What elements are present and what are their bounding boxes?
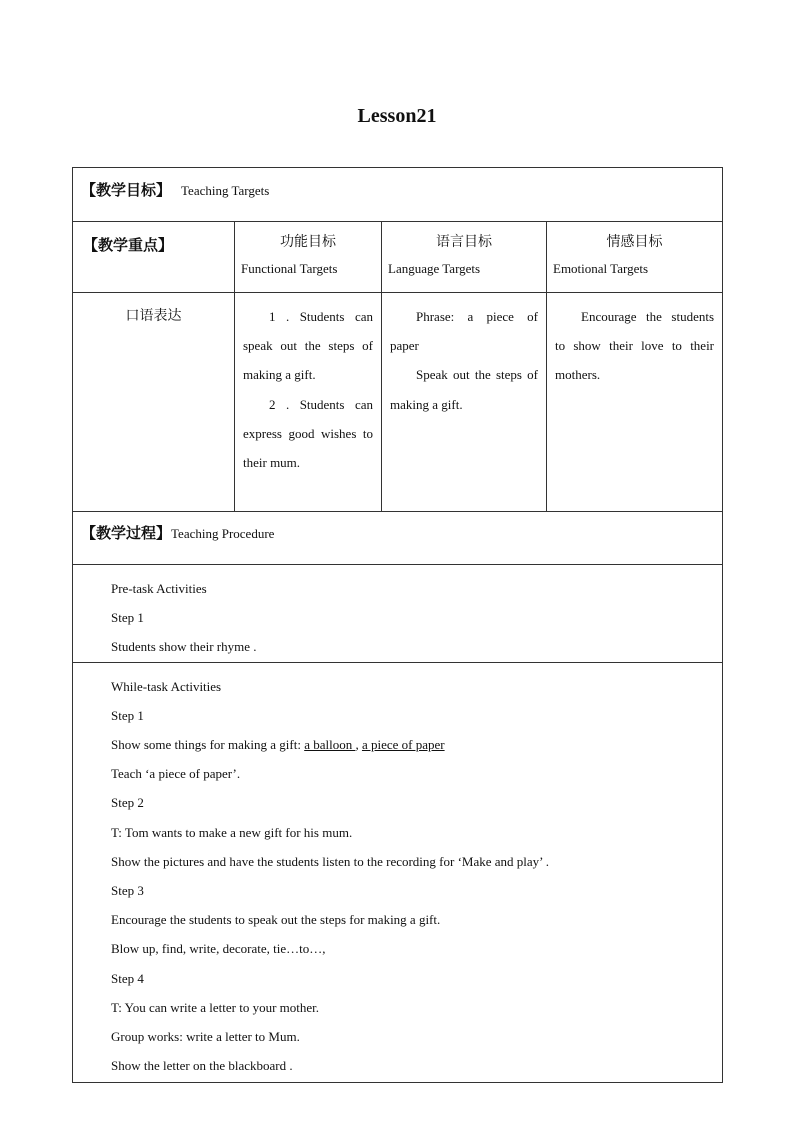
- language-target-1: Phrase: a piece of paper: [390, 309, 538, 354]
- pre-task-heading: Pre-task Activities: [111, 581, 207, 596]
- emotional-target-1: Encourage the students to show their love to their mothers.: [555, 309, 715, 383]
- language-targets-header: [382, 222, 547, 293]
- pre-task-line: Students show their rhyme .: [111, 639, 257, 655]
- functional-targets-header: [235, 222, 382, 293]
- emotional-targets-en: Emotional Targets: [553, 261, 649, 276]
- targets-label: 【教学目标】: [81, 181, 172, 199]
- key-points-row: [73, 222, 723, 293]
- procedure-row: [73, 512, 723, 565]
- encourage-line: Encourage the students to speak out the steps for making a gift.: [111, 912, 441, 928]
- blackboard-line: Show the letter on the blackboard .: [111, 1058, 293, 1074]
- tom-line: T: Tom wants to make a new gift for his mum.: [111, 824, 353, 840]
- while-task-row: [73, 662, 723, 1082]
- while-task-heading: While-task Activities: [111, 678, 222, 694]
- while-step-4: Step 4: [111, 970, 144, 986]
- key-points-label-cell: [73, 222, 235, 293]
- verbs-line: Blow up, find, write, decorate, tie…to…,: [111, 941, 326, 957]
- while-task-cell: [73, 662, 723, 1082]
- emotional-targets-content: [547, 293, 723, 512]
- functional-target-2: 2 . Students can express good wishes to their mum.: [243, 396, 373, 471]
- language-target-2: Speak out the steps of making a gift.: [390, 367, 538, 412]
- oral-expression-label: 口语表达: [125, 308, 182, 324]
- procedure-cell: [73, 512, 723, 565]
- targets-row: [73, 168, 723, 222]
- letter-line: T: You can write a letter to your mother.: [111, 999, 320, 1015]
- functional-targets-cn: 功能目标: [280, 234, 336, 250]
- key-points-label: 【教学重点】: [83, 236, 174, 254]
- oral-expression-label-cell: [73, 293, 235, 512]
- teach-line: Teach ‘a piece of paper’.: [111, 766, 241, 782]
- while-step-2: Step 2: [111, 795, 144, 811]
- show-things-prefix: Show some things for making a gift:: [111, 737, 305, 753]
- emotional-targets-header: [547, 222, 723, 293]
- page-title: Lesson21: [357, 105, 437, 127]
- group-work-line: Group works: write a letter to Mum.: [111, 1029, 300, 1045]
- functional-target-1: 1 . Students can speak out the steps of making a gift.: [243, 309, 373, 383]
- pictures-line: Show the pictures and have the students listen to the recording for ‘Make and play’ .: [111, 853, 550, 869]
- while-step-3: Step 3: [111, 883, 144, 899]
- language-targets-en: Language Targets: [388, 261, 481, 276]
- oral-expression-row: [73, 293, 723, 512]
- paper-item: a piece of paper: [361, 737, 445, 753]
- balloon-item: a balloon: [304, 737, 356, 753]
- functional-targets-en: Functional Targets: [241, 261, 338, 276]
- item-separator: ,: [355, 737, 362, 753]
- targets-label-en: Teaching Targets: [181, 183, 270, 198]
- pre-task-row: [73, 565, 723, 663]
- targets-cell: [73, 168, 723, 222]
- show-things-line: [111, 730, 684, 759]
- language-targets-content: [382, 293, 547, 512]
- procedure-label-en: Teaching Procedure: [171, 526, 275, 541]
- lesson-plan-table: [72, 167, 723, 1083]
- emotional-targets-cn: 情感目标: [606, 234, 663, 250]
- pre-task-step: Step 1: [111, 610, 144, 626]
- while-step-1: Step 1: [111, 707, 144, 723]
- language-targets-cn: 语言目标: [436, 234, 492, 250]
- functional-targets-content: [235, 293, 382, 512]
- procedure-label: 【教学过程】: [81, 524, 172, 542]
- pre-task-cell: [73, 565, 723, 663]
